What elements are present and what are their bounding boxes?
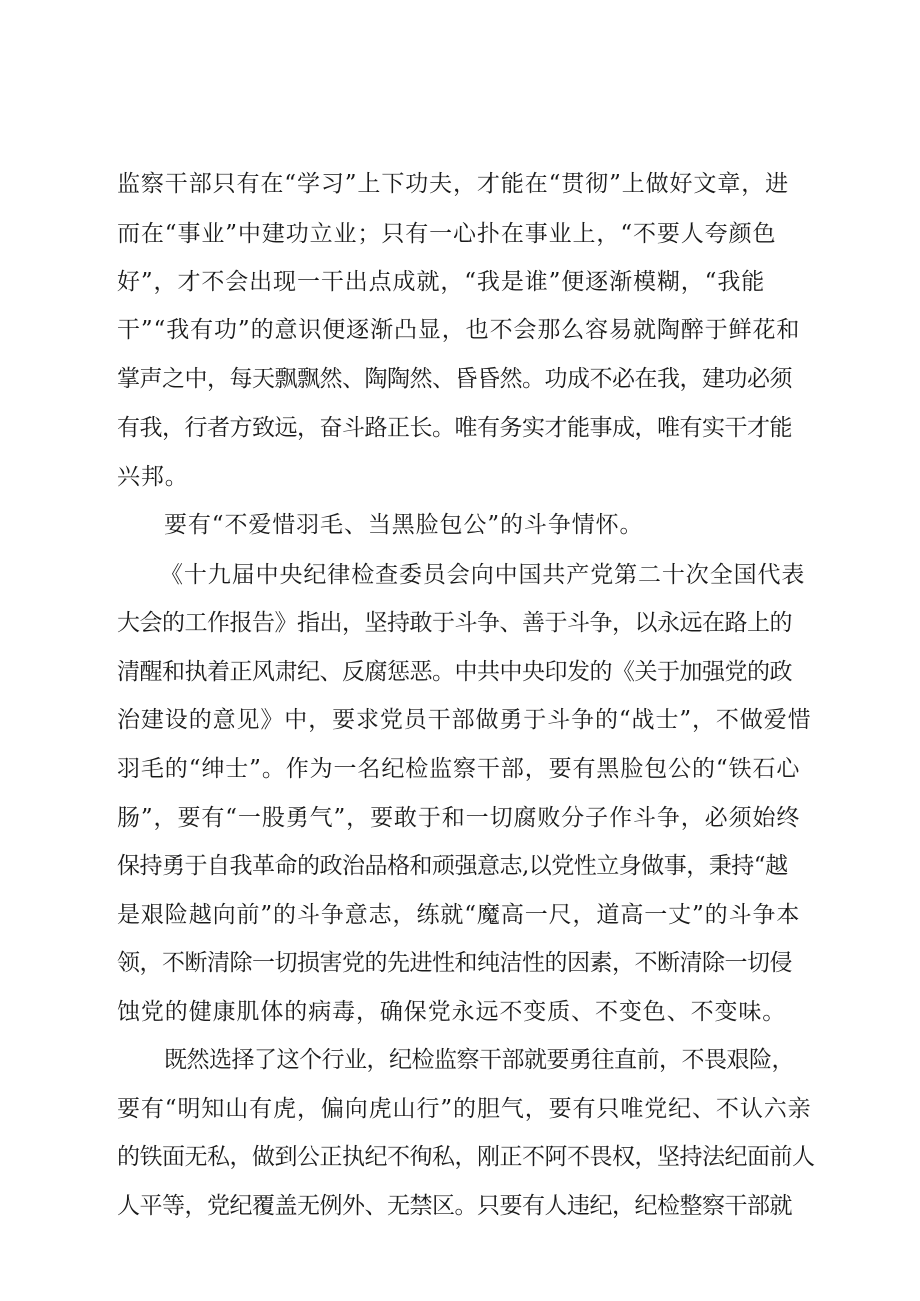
paragraph-2-line-7: 保持勇于自我革命的政治品格和顽强意志,以党性立身做事，秉持“越 <box>117 853 788 879</box>
paragraph-3-line-1: 既然选择了这个行业，纪检监察干部就要勇往直前，不畏艰险， <box>164 1047 794 1073</box>
section-heading: 要有“不爱惜羽毛、当黑脸包公”的斗争情怀。 <box>164 512 644 538</box>
paragraph-1-line-7: 兴邦。 <box>117 464 189 490</box>
paragraph-1-line-1: 监察干部只有在“学习”上下功夫，才能在“贯彻”上做好文章，进 <box>117 171 790 197</box>
paragraph-1-line-5: 掌声之中，每天飘飘然、陶陶然、昏昏然。功成不必在我，建功必须 <box>117 366 792 392</box>
paragraph-1-line-3: 好”，才不会出现一干出点成就，“我是谁”便逐渐模糊，“我能 <box>117 269 766 295</box>
paragraph-3-line-3: 的铁面无私，做到公正执纪不徇私，刚正不阿不畏权，坚持法纪面前人 <box>117 1144 815 1170</box>
paragraph-2-line-1: 《十九届中央纪律检查委员会向中国共产党第二十次全国代表 <box>160 562 806 588</box>
paragraph-2-line-4: 治建设的意见》中，要求党员干部做勇于斗争的“战士”，不做爱惜 <box>117 707 812 733</box>
paragraph-1-line-4: 干”“我有功”的意识便逐渐凸显，也不会那么容易就陶醉于鲜花和 <box>117 317 801 343</box>
paragraph-2-line-10: 蚀党的健康肌体的病毒，确保党永远不变质、不变色、不变味。 <box>117 999 787 1025</box>
paragraph-2-line-8: 是艰险越向前”的斗争意志，练就“魔高一尺，道高一丈”的斗争本 <box>117 902 801 928</box>
paragraph-2-line-6: 肠”，要有“一股勇气”，要敢于和一切腐败分子作斗争，必须始终 <box>117 805 801 831</box>
paragraph-3-line-2: 要有“明知山有虎，偏向虎山行”的胆气，要有只唯党纪、不认六亲 <box>117 1096 812 1122</box>
paragraph-2-line-2: 大会的工作报告》指出，坚持敢于斗争、善于斗争，以永远在路上的 <box>117 610 792 636</box>
paragraph-2-line-9: 领，不断清除一切损害党的先进性和纯洁性的因素，不断清除一切侵 <box>117 950 792 976</box>
paragraph-3-line-4: 人平等，党纪覆盖无例外、无禁区。只要有人违纪，纪检整察干部就 <box>117 1193 792 1219</box>
paragraph-2-line-5: 羽毛的“绅士”。作为一名纪检监察干部，要有黑脸包公的“铁石心 <box>117 756 801 782</box>
paragraph-2-line-3: 清醒和执着正风肃纪、反腐惩恶。中共中央印发的《关于加强党的政 <box>117 659 792 685</box>
paragraph-1-line-6: 有我，行者方致远，奋斗路正长。唯有务实才能事成，唯有实干才能 <box>117 415 792 441</box>
paragraph-1-line-2: 而在“事业”中建功立业；只有一心扑在事业上，“不要人夸颜色 <box>117 221 777 247</box>
